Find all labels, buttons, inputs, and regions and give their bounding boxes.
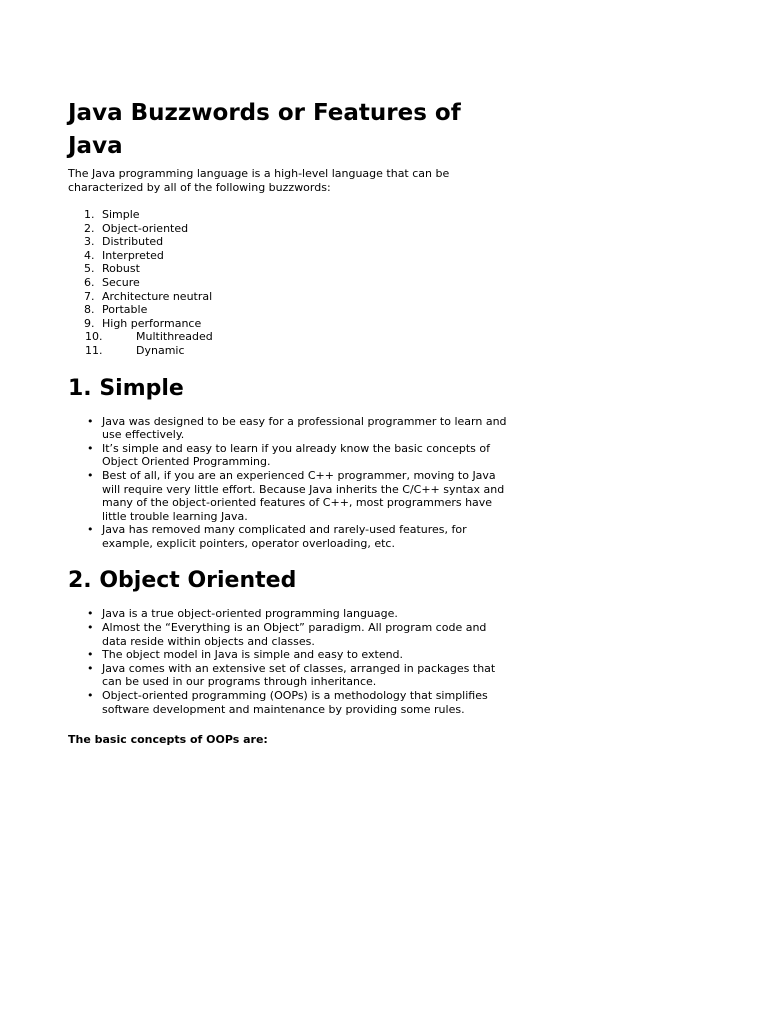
list-number: 2.: [84, 221, 95, 235]
list-item: [68, 235, 508, 249]
bullet-text: Java has removed many complicated and rarely-used features, for example, explicit pointers, operator overloading, etc.: [102, 523, 467, 550]
list-number: 10.: [85, 330, 103, 344]
list-item: [68, 303, 508, 317]
list-item: [68, 648, 508, 662]
oops-concepts-heading: The basic concepts of OOPs are:: [68, 733, 268, 747]
bullet-icon: •: [87, 607, 94, 621]
bullet-text: Java comes with an extensive set of classes, arranged in packages that can be used in our programs through inheritance.: [102, 661, 496, 689]
list-item: [68, 469, 508, 523]
bullet-icon: •: [87, 441, 94, 455]
list-number: 5.: [84, 262, 95, 276]
list-number: 11.: [85, 343, 103, 357]
object-oriented-bullet-list: [68, 607, 508, 716]
bullet-text: The object model in Java is simple and easy to extend.: [102, 648, 404, 662]
page-title: Java Buzzwords or Features of Java: [68, 100, 461, 159]
list-item: [68, 249, 508, 263]
list-label: Simple: [102, 208, 140, 221]
list-item: [68, 523, 508, 550]
list-label: Portable: [102, 303, 148, 317]
list-item: [68, 290, 508, 304]
list-item: [68, 262, 508, 276]
list-item: [68, 317, 508, 331]
list-item: [68, 208, 508, 222]
list-label: Architecture neutral: [102, 289, 213, 303]
list-label: Object-oriented: [102, 221, 189, 235]
bullet-text: Object-oriented programming (OOPs) is a methodology that simplifies software development and maintenance by providing some rules.: [102, 689, 488, 716]
intro-paragraph: The Java programming language is a high-level language that can be characterized by all of the following buzzwords:: [68, 167, 450, 194]
list-number: 1.: [84, 208, 95, 221]
list-item: [68, 276, 508, 290]
buzzword-list: [68, 208, 508, 358]
list-item: [68, 415, 508, 442]
list-number: 8.: [84, 303, 95, 317]
list-item: [68, 344, 508, 358]
list-label: Multithreaded: [136, 330, 213, 344]
bullet-icon: •: [87, 689, 94, 703]
list-label: Robust: [102, 262, 140, 276]
bullet-text: Java is a true object-oriented programming language.: [102, 607, 398, 621]
list-item: [68, 662, 508, 689]
bullet-icon: •: [87, 468, 94, 482]
list-label: Dynamic: [136, 343, 185, 357]
list-number: 9.: [84, 316, 95, 330]
document-page: [68, 97, 508, 747]
list-number: 6.: [84, 275, 95, 289]
bullet-icon: •: [87, 621, 94, 635]
section-heading-object-oriented: 2. Object Oriented: [68, 568, 297, 594]
list-label: Interpreted: [102, 248, 164, 262]
list-item: [68, 607, 508, 621]
section-heading-simple: 1. Simple: [68, 375, 184, 401]
list-label: Distributed: [102, 235, 164, 249]
bullet-text: It’s simple and easy to learn if you already know the basic concepts of Object Oriented Programming.: [102, 441, 490, 469]
bullet-text: Almost the “Everything is an Object” paradigm. All program code and data reside within objects and classes.: [102, 621, 487, 648]
list-item: [68, 621, 508, 648]
list-item: [68, 442, 508, 469]
bullet-icon: •: [87, 523, 94, 537]
list-label: Secure: [102, 275, 140, 289]
list-item: [68, 330, 508, 344]
list-number: 4.: [84, 248, 95, 262]
bullet-text: Java was designed to be easy for a professional programmer to learn and use effectively.: [102, 414, 507, 442]
list-label: High performance: [102, 316, 202, 330]
bullet-icon: •: [87, 414, 94, 428]
list-item: [68, 689, 508, 716]
list-number: 7.: [84, 289, 95, 303]
bullet-icon: •: [87, 661, 94, 675]
bullet-icon: •: [87, 648, 94, 662]
simple-bullet-list: [68, 415, 508, 551]
list-number: 3.: [84, 235, 95, 249]
list-item: [68, 222, 508, 236]
bullet-text: Best of all, if you are an experienced C++ programmer, moving to Java will require very little effort. Because Java inherits the C/C++ syntax and many of the object-oriented features of C++, most programmers have little trouble learning Java.: [102, 468, 505, 523]
